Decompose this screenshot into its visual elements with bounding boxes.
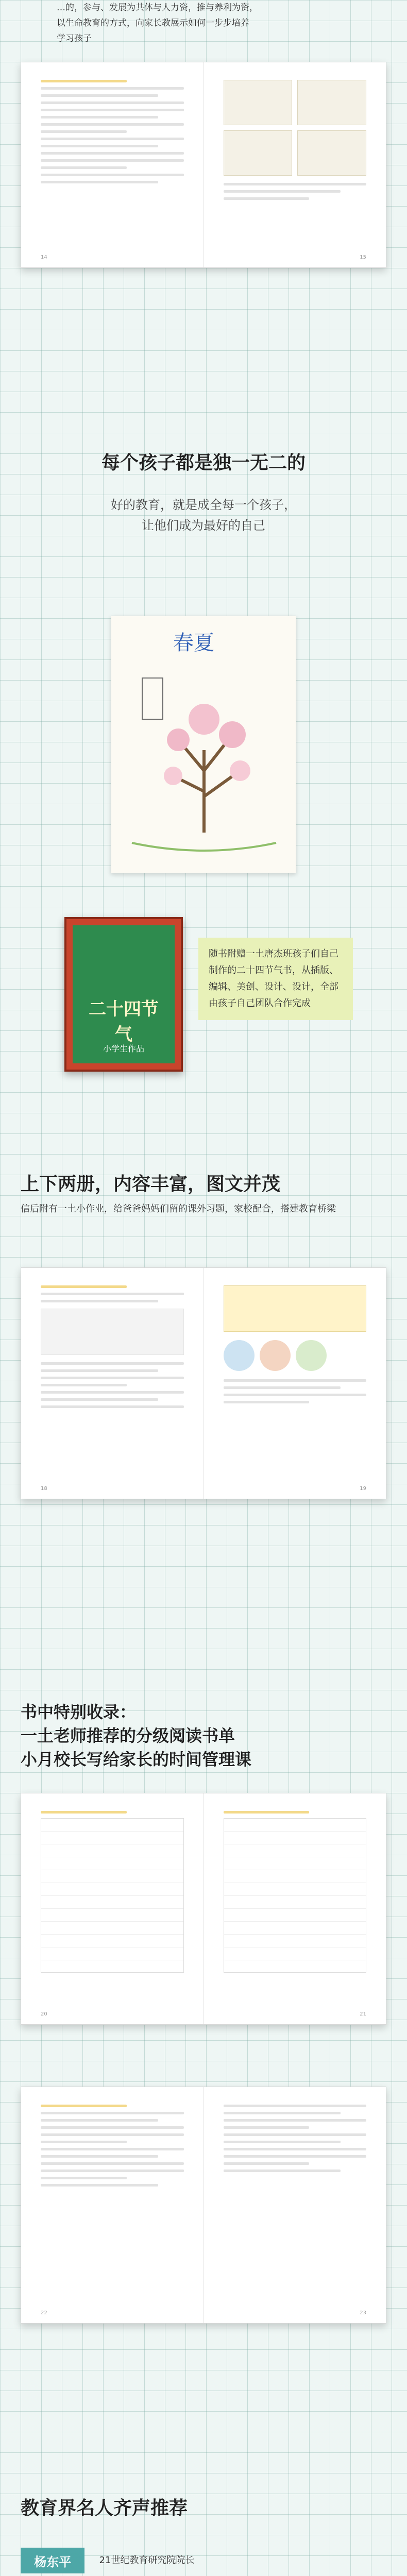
book-page xyxy=(21,1268,204,1499)
page-number: 21 xyxy=(360,2011,366,2017)
drawing-label: 春夏 xyxy=(173,631,214,655)
page-number: 20 xyxy=(41,2011,47,2017)
section-title: 上下两册，内容丰富，图文并茂 xyxy=(21,1173,281,1194)
drawing-sketch xyxy=(111,616,297,874)
page-number: 18 xyxy=(41,1486,47,1492)
book-spread xyxy=(21,2087,386,2324)
title-line: 书中特别收录： xyxy=(21,1703,137,1721)
book-spread xyxy=(21,1267,386,1499)
section-body: 信后附有一土小作业，给爸爸妈妈们留的课外习题，家校配合，搭建教育桥梁 xyxy=(21,1204,336,1214)
page-number: 15 xyxy=(360,255,366,260)
cover-caption: 小学生作品 xyxy=(103,1044,144,1054)
title-line: 一土老师推荐的分级阅读书单 xyxy=(21,1726,235,1745)
section-title: 每个孩子都是独一无二的 xyxy=(101,452,306,473)
recommender-list xyxy=(21,2545,386,2576)
section-title: 教育界名人齐声推荐 xyxy=(21,2497,188,2518)
page-number: 14 xyxy=(41,255,47,260)
book-page xyxy=(21,2087,204,2323)
page-number: 22 xyxy=(41,2310,47,2316)
photo xyxy=(224,80,293,125)
intro-line: 学习孩子 xyxy=(57,33,92,44)
photo xyxy=(297,130,366,176)
book-page xyxy=(21,1793,204,2024)
cover-title: 二十四节气 xyxy=(89,999,159,1045)
intro-line: 以生命教育的方式，向家长教展示如何一步步培养 xyxy=(57,18,249,28)
recommender-title: 21世纪教育研究院院长 xyxy=(99,2555,195,2566)
title-line: 小月校长写给家长的时间管理课 xyxy=(21,1750,252,1769)
book-page xyxy=(204,62,386,267)
book-page xyxy=(21,62,204,267)
book-spread xyxy=(21,62,386,268)
child-drawing xyxy=(111,616,296,873)
page-number: 23 xyxy=(360,2310,366,2316)
section-title xyxy=(21,1700,251,1771)
book-spread xyxy=(21,1793,386,2025)
intro-line: …的，参与、发展为共体与人力资，推与养利为资， xyxy=(57,3,258,13)
photo xyxy=(224,130,293,176)
section-subtitle: 好的教育，就是成全每一个孩子， xyxy=(111,498,296,512)
recommender-name: 杨东平 xyxy=(21,2548,84,2573)
list-item xyxy=(21,2545,386,2576)
photo xyxy=(297,80,366,125)
book-description: 随书附赠一土唐杰班孩子们自己制作的二十四节气书，从插版、编辑、美创、设计、设计，全部由孩子自己团队合作完成 xyxy=(198,938,353,1020)
book-page xyxy=(204,1793,386,2024)
book-page xyxy=(204,1268,386,1499)
book-page xyxy=(204,2087,386,2323)
page-number: 19 xyxy=(360,1486,366,1492)
section-subtitle: 让他们成为最好的自己 xyxy=(142,518,265,533)
intro-text xyxy=(57,0,345,46)
book-cover xyxy=(64,917,183,1072)
